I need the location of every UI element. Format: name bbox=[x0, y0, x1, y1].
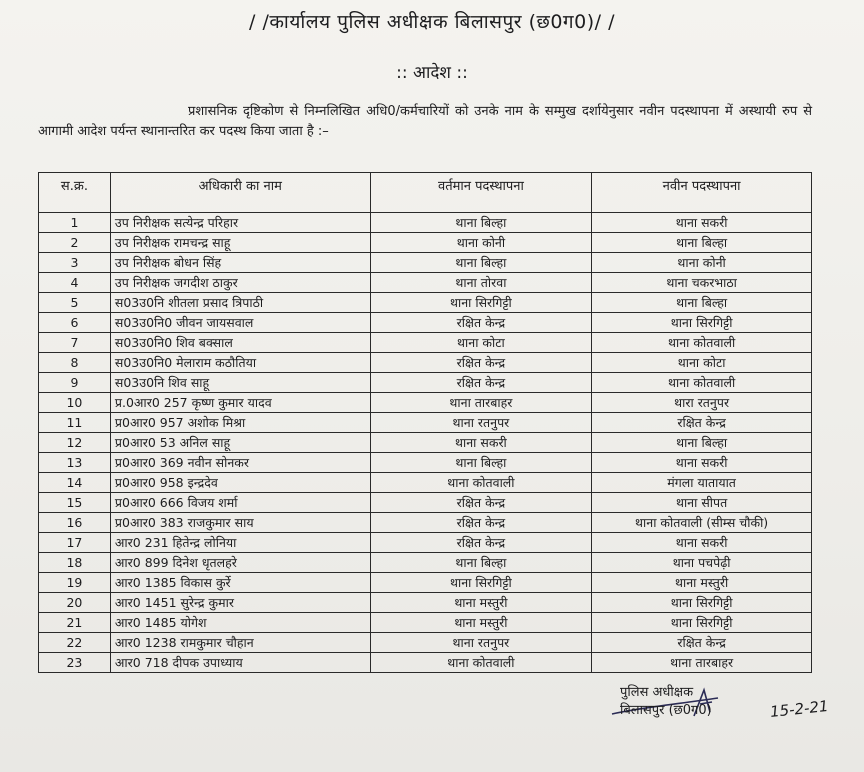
cell-serial: 14 bbox=[39, 473, 111, 493]
cell-new-posting: थाना तारबाहर bbox=[592, 653, 812, 673]
cell-officer-name: प्र0आर0 666 विजय शर्मा bbox=[110, 493, 370, 513]
cell-current-posting: रक्षित केन्द्र bbox=[370, 533, 592, 553]
cell-serial: 20 bbox=[39, 593, 111, 613]
cell-new-posting: थाना कोटा bbox=[592, 353, 812, 373]
table-row bbox=[39, 253, 812, 273]
cell-current-posting: रक्षित केन्द्र bbox=[370, 313, 592, 333]
cell-officer-name: आर0 1451 सुरेन्द्र कुमार bbox=[110, 593, 370, 613]
col-header-current-posting: वर्तमान पदस्थापना bbox=[370, 173, 592, 213]
cell-current-posting: थाना मस्तुरी bbox=[370, 613, 592, 633]
cell-officer-name: आर0 1485 योगेश bbox=[110, 613, 370, 633]
cell-current-posting: थाना कोनी bbox=[370, 233, 592, 253]
cell-serial: 6 bbox=[39, 313, 111, 333]
intro-paragraph bbox=[38, 102, 812, 142]
cell-officer-name: आर0 231 हितेन्द्र लोनिया bbox=[110, 533, 370, 553]
table-row bbox=[39, 453, 812, 473]
intro-text: प्रशासनिक दृष्टिकोण से निम्नलिखित अधि0/कर्मचारियों को उनके नाम के सम्मुख दर्शायेनुसार नवीन पदस्थापना में अस्थायी रुप से आगामी आदेश पर्यन्त स्थानान्तरित कर पदस्थ किया जाता है :– bbox=[38, 104, 812, 139]
cell-officer-name: प्र0आर0 958 इन्द्रदेव bbox=[110, 473, 370, 493]
cell-serial: 5 bbox=[39, 293, 111, 313]
cell-current-posting: थाना रतनुपर bbox=[370, 633, 592, 653]
cell-officer-name: प्र.0आर0 257 कृष्ण कुमार यादव bbox=[110, 393, 370, 413]
table-row bbox=[39, 313, 812, 333]
cell-serial: 10 bbox=[39, 393, 111, 413]
cell-new-posting: थाना कोतवाली bbox=[592, 373, 812, 393]
cell-current-posting: थाना कोतवाली bbox=[370, 473, 592, 493]
cell-officer-name: स03उ0नि0 मेलाराम कठौतिया bbox=[110, 353, 370, 373]
table-row bbox=[39, 633, 812, 653]
cell-officer-name: आर0 899 दिनेश धृतलहरे bbox=[110, 553, 370, 573]
col-header-name: अधिकारी का नाम bbox=[110, 173, 370, 213]
table-row bbox=[39, 413, 812, 433]
cell-serial: 18 bbox=[39, 553, 111, 573]
table-row bbox=[39, 553, 812, 573]
cell-new-posting: थाना पचपेढ़ी bbox=[592, 553, 812, 573]
col-header-serial: स.क्र. bbox=[39, 173, 111, 213]
table-row bbox=[39, 433, 812, 453]
cell-current-posting: थाना बिल्हा bbox=[370, 253, 592, 273]
cell-new-posting: थारा रतनुपर bbox=[592, 393, 812, 413]
signature-place: बिलासपुर (छ0ग0) bbox=[620, 703, 712, 718]
cell-officer-name: स03उ0नि0 जीवन जायसवाल bbox=[110, 313, 370, 333]
cell-current-posting: थाना रतनुपर bbox=[370, 413, 592, 433]
cell-officer-name: आर0 1238 रामकुमार चौहान bbox=[110, 633, 370, 653]
cell-current-posting: थाना कोटा bbox=[370, 333, 592, 353]
cell-new-posting: थाना सकरी bbox=[592, 533, 812, 553]
cell-serial: 21 bbox=[39, 613, 111, 633]
cell-officer-name: स03उ0नि शीतला प्रसाद त्रिपाठी bbox=[110, 293, 370, 313]
cell-new-posting: थाना चकरभाठा bbox=[592, 273, 812, 293]
cell-serial: 23 bbox=[39, 653, 111, 673]
cell-serial: 19 bbox=[39, 573, 111, 593]
cell-serial: 9 bbox=[39, 373, 111, 393]
cell-serial: 16 bbox=[39, 513, 111, 533]
cell-new-posting: थाना बिल्हा bbox=[592, 233, 812, 253]
cell-new-posting: थाना मस्तुरी bbox=[592, 573, 812, 593]
cell-new-posting: थाना कोतवाली (सीम्स चौकी) bbox=[592, 513, 812, 533]
cell-current-posting: थाना बिल्हा bbox=[370, 213, 592, 233]
cell-new-posting: मंगला यातायात bbox=[592, 473, 812, 493]
signature-block bbox=[604, 684, 864, 720]
signature-designation: पुलिस अधीक्षक bbox=[620, 685, 694, 700]
cell-current-posting: रक्षित केन्द्र bbox=[370, 373, 592, 393]
cell-new-posting: थाना कोनी bbox=[592, 253, 812, 273]
cell-new-posting: थाना कोतवाली bbox=[592, 333, 812, 353]
cell-current-posting: रक्षित केन्द्र bbox=[370, 513, 592, 533]
cell-officer-name: प्र0आर0 957 अशोक मिश्रा bbox=[110, 413, 370, 433]
cell-serial: 4 bbox=[39, 273, 111, 293]
table-row bbox=[39, 233, 812, 253]
table-row bbox=[39, 473, 812, 493]
cell-officer-name: उप निरीक्षक जगदीश ठाकुर bbox=[110, 273, 370, 293]
transfer-table bbox=[38, 172, 812, 673]
table-row bbox=[39, 273, 812, 293]
cell-new-posting: रक्षित केन्द्र bbox=[592, 633, 812, 653]
table-row bbox=[39, 593, 812, 613]
table-row bbox=[39, 333, 812, 353]
cell-new-posting: थाना सिरगिट्टी bbox=[592, 593, 812, 613]
cell-officer-name: प्र0आर0 383 राजकुमार साय bbox=[110, 513, 370, 533]
cell-current-posting: थाना मस्तुरी bbox=[370, 593, 592, 613]
cell-current-posting: थाना सिरगिट्टी bbox=[370, 573, 592, 593]
office-title: / /कार्यालय पुलिस अधीक्षक बिलासपुर (छ0ग0)/ / bbox=[249, 11, 615, 33]
cell-new-posting: थाना बिल्हा bbox=[592, 433, 812, 453]
cell-current-posting: थाना सिरगिट्टी bbox=[370, 293, 592, 313]
cell-officer-name: आर0 718 दीपक उपाध्याय bbox=[110, 653, 370, 673]
table-row bbox=[39, 393, 812, 413]
table-row bbox=[39, 613, 812, 633]
cell-officer-name: आर0 1385 विकास कुर्रे bbox=[110, 573, 370, 593]
cell-serial: 3 bbox=[39, 253, 111, 273]
table-row bbox=[39, 373, 812, 393]
cell-serial: 8 bbox=[39, 353, 111, 373]
cell-serial: 1 bbox=[39, 213, 111, 233]
cell-serial: 12 bbox=[39, 433, 111, 453]
col-header-new-posting: नवीन पदस्थापना bbox=[592, 173, 812, 213]
cell-new-posting: रक्षित केन्द्र bbox=[592, 413, 812, 433]
table-header-row bbox=[39, 173, 812, 213]
cell-current-posting: थाना तारबाहर bbox=[370, 393, 592, 413]
table-row bbox=[39, 293, 812, 313]
cell-new-posting: थाना सकरी bbox=[592, 453, 812, 473]
cell-officer-name: उप निरीक्षक सत्येन्द्र परिहार bbox=[110, 213, 370, 233]
table-row bbox=[39, 213, 812, 233]
table-row bbox=[39, 513, 812, 533]
cell-new-posting: थाना सिरगिट्टी bbox=[592, 313, 812, 333]
cell-serial: 13 bbox=[39, 453, 111, 473]
cell-new-posting: थाना सीपत bbox=[592, 493, 812, 513]
cell-serial: 7 bbox=[39, 333, 111, 353]
cell-serial: 17 bbox=[39, 533, 111, 553]
cell-serial: 2 bbox=[39, 233, 111, 253]
cell-serial: 11 bbox=[39, 413, 111, 433]
cell-serial: 22 bbox=[39, 633, 111, 653]
cell-current-posting: रक्षित केन्द्र bbox=[370, 493, 592, 513]
table-row bbox=[39, 533, 812, 553]
cell-current-posting: रक्षित केन्द्र bbox=[370, 353, 592, 373]
cell-current-posting: थाना सकरी bbox=[370, 433, 592, 453]
cell-new-posting: थाना सकरी bbox=[592, 213, 812, 233]
cell-officer-name: स03उ0नि शिव साहू bbox=[110, 373, 370, 393]
table-row bbox=[39, 353, 812, 373]
cell-officer-name: प्र0आर0 369 नवीन सोनकर bbox=[110, 453, 370, 473]
signature-date: 15-2-21 bbox=[769, 696, 830, 722]
cell-officer-name: उप निरीक्षक रामचन्द्र साहू bbox=[110, 233, 370, 253]
table-row bbox=[39, 573, 812, 593]
cell-new-posting: थाना सिरगिट्टी bbox=[592, 613, 812, 633]
cell-current-posting: थाना बिल्हा bbox=[370, 553, 592, 573]
cell-current-posting: थाना तोरवा bbox=[370, 273, 592, 293]
order-title: :: आदेश :: bbox=[396, 63, 468, 83]
table-row bbox=[39, 493, 812, 513]
cell-current-posting: थाना बिल्हा bbox=[370, 453, 592, 473]
cell-serial: 15 bbox=[39, 493, 111, 513]
table-row bbox=[39, 653, 812, 673]
cell-new-posting: थाना बिल्हा bbox=[592, 293, 812, 313]
cell-current-posting: थाना कोतवाली bbox=[370, 653, 592, 673]
cell-officer-name: उप निरीक्षक बोधन सिंह bbox=[110, 253, 370, 273]
cell-officer-name: प्र0आर0 53 अनिल साहू bbox=[110, 433, 370, 453]
cell-officer-name: स03उ0नि0 शिव बक्साल bbox=[110, 333, 370, 353]
